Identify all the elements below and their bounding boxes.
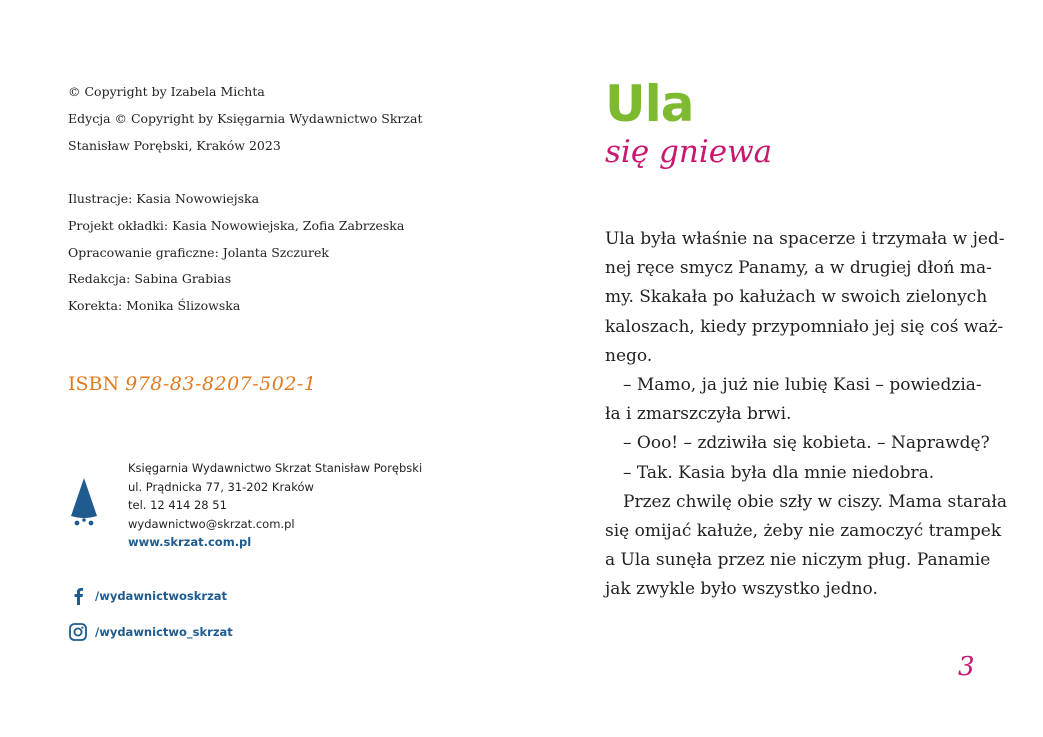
story-line: Przez chwilę obie szły w ciszy. Mama starała bbox=[623, 491, 1008, 512]
story-line: się omijać kałuże, żeby nie zamoczyć trampek bbox=[605, 521, 1002, 542]
story-line: nego. bbox=[605, 345, 653, 366]
cover-design-credit: Projekt okładki: Kasia Nowowiejska, Zofia Zabrzeska bbox=[68, 218, 405, 233]
book-subtitle: się gniewa bbox=[605, 134, 773, 170]
illustrations-credit: Ilustracje: Kasia Nowowiejska bbox=[68, 191, 260, 206]
publisher-email: wydawnictwo@skrzat.com.pl bbox=[128, 516, 295, 531]
story-text bbox=[605, 225, 1008, 605]
instagram-icon bbox=[68, 622, 88, 642]
facebook-icon bbox=[68, 586, 88, 606]
instagram-link bbox=[68, 622, 233, 642]
instagram-handle: /wydawnictwo_skrzat bbox=[95, 625, 233, 639]
facebook-handle: /wydawnictwoskrzat bbox=[95, 589, 228, 603]
right-page bbox=[521, 0, 1043, 737]
story-line: nej ręce smycz Panamy, a w drugiej dłoń ma- bbox=[605, 258, 992, 279]
copyright-line: © Copyright by Izabela Michta bbox=[68, 84, 265, 99]
story-line: – Ooo! – zdziwiła się kobieta. – Naprawdę? bbox=[623, 433, 990, 454]
story-line: a Ula sunęła przez nie niczym pług. Panamie bbox=[605, 550, 991, 571]
page-number: 3 bbox=[958, 652, 975, 682]
story-line: ła i zmarszczyła brwi. bbox=[605, 404, 792, 425]
isbn-label: ISBN bbox=[68, 373, 120, 395]
book-title: Ula bbox=[605, 75, 694, 133]
gnome-hat-logo bbox=[68, 476, 100, 528]
publisher-info bbox=[128, 459, 422, 552]
publisher-year-line: Stanisław Porębski, Kraków 2023 bbox=[68, 138, 281, 153]
publisher-phone: tel. 12 414 28 51 bbox=[128, 498, 227, 512]
story-line: my. Skakała po kałużach w swoich zielonych bbox=[605, 287, 988, 308]
editing-credit: Redakcja: Sabina Grabias bbox=[68, 271, 232, 286]
story-line: jak zwykle było wszystko jedno. bbox=[605, 579, 878, 600]
proofreading-credit: Korekta: Monika Ślizowska bbox=[68, 298, 241, 313]
story-line: – Mamo, ja już nie lubię Kasi – powiedzia- bbox=[623, 375, 982, 396]
isbn bbox=[68, 373, 316, 395]
facebook-link bbox=[68, 586, 227, 606]
edition-copyright-line: Edycja © Copyright by Księgarnia Wydawnictwo Skrzat bbox=[68, 111, 423, 126]
story-line: Ula była właśnie na spacerze i trzymała w jed- bbox=[605, 229, 1005, 249]
publisher-website: www.skrzat.com.pl bbox=[128, 535, 252, 549]
publisher-address: ul. Prądnicka 77, 31-202 Kraków bbox=[128, 479, 314, 494]
graphic-design-credit: Opracowanie graficzne: Jolanta Szczurek bbox=[68, 245, 329, 260]
story-line: – Tak. Kasia była dla mnie niedobra. bbox=[623, 462, 935, 483]
isbn-number: 978-83-8207-502-1 bbox=[125, 373, 317, 395]
story-line: kaloszach, kiedy przypomniało jej się coś waż- bbox=[605, 316, 1004, 337]
left-page bbox=[0, 0, 521, 737]
publisher-name: Księgarnia Wydawnictwo Skrzat Stanisław Porębski bbox=[128, 461, 423, 475]
